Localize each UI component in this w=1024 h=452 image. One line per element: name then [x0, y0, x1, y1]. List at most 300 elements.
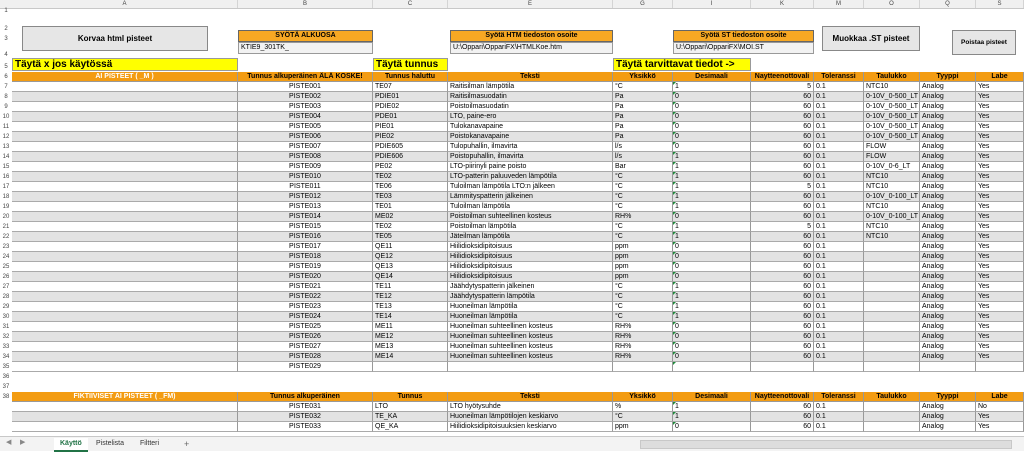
cell-decimals[interactable] — [673, 402, 751, 412]
cell-table[interactable]: 0-10V_0-500_LT — [866, 93, 919, 100]
cell-tolerance[interactable]: 0.1 — [814, 202, 864, 212]
cell-unit[interactable]: ppm — [613, 262, 673, 272]
cell-tolerance[interactable]: 0.1 — [814, 292, 864, 302]
cell-tolerance[interactable]: 0.1 — [814, 132, 864, 142]
column-header-b[interactable]: B — [238, 0, 373, 8]
cell-original-id[interactable]: PISTE005 — [238, 122, 373, 132]
cell-text[interactable]: Hiilidioksidipitoisuus — [448, 242, 613, 252]
cell-unit[interactable]: RH% — [613, 322, 673, 332]
row-number[interactable]: 29 — [2, 304, 10, 310]
cell-text[interactable]: Huoneilman suhteellinen kosteus — [448, 352, 613, 362]
cell-decimals[interactable] — [673, 82, 751, 92]
cell-tolerance[interactable]: 0.1 — [814, 142, 864, 152]
cell-type[interactable]: Analog — [920, 412, 976, 422]
cell-original-id[interactable]: PISTE012 — [238, 192, 373, 202]
cell-sample-interval[interactable]: 60 — [751, 242, 814, 252]
cell-decimals[interactable] — [673, 222, 751, 232]
cell-desired-id[interactable]: PDIE01 — [373, 92, 448, 102]
cell-table[interactable] — [864, 362, 920, 372]
row-number[interactable]: 16 — [2, 174, 10, 180]
cell-desired-id[interactable]: TE13 — [373, 302, 448, 312]
cell-unit[interactable]: Pa — [613, 132, 673, 142]
cell-table[interactable] — [864, 282, 920, 292]
cell-desired-id[interactable]: PIE01 — [373, 122, 448, 132]
cell-table[interactable]: NTC10 — [864, 222, 920, 232]
cell-select[interactable] — [12, 172, 238, 182]
cell-original-id[interactable]: PISTE010 — [238, 172, 373, 182]
cell-select[interactable] — [12, 82, 238, 92]
cell-type[interactable]: Analog — [920, 202, 976, 212]
cell-desired-id[interactable]: PDIE02 — [373, 102, 448, 112]
cell-sample-interval[interactable]: 60 — [751, 142, 814, 152]
cell-tolerance[interactable]: 0.1 — [814, 252, 864, 262]
cell-table[interactable] — [864, 412, 920, 422]
cell-decimals[interactable] — [673, 192, 751, 202]
cell-unit[interactable]: ppm — [613, 272, 673, 282]
cell-table[interactable]: 0-10V_0-100_LT — [866, 213, 919, 220]
row-number[interactable]: 3 — [4, 36, 8, 42]
cell-type[interactable]: Analog — [920, 172, 976, 182]
cell-type[interactable]: Analog — [920, 92, 976, 102]
cell-original-id[interactable]: PISTE019 — [238, 262, 373, 272]
cell-sample-interval[interactable]: 60 — [751, 422, 814, 432]
cell-desired-id[interactable]: PDIE606 — [373, 152, 448, 162]
cell-tolerance[interactable]: 0.1 — [814, 402, 864, 412]
cell-unit[interactable]: Pa — [613, 122, 673, 132]
cell-type[interactable]: Analog — [920, 232, 976, 242]
cell-unit[interactable]: °C — [613, 302, 673, 312]
header-cell-table[interactable]: Taulukko — [864, 72, 920, 82]
cell-table[interactable]: NTC10 — [864, 172, 920, 182]
cell-unit[interactable]: RH% — [613, 212, 673, 222]
cell-unit[interactable]: % — [613, 402, 673, 412]
cell-decimals[interactable] — [673, 362, 751, 372]
cell-select[interactable] — [12, 312, 238, 322]
cell-select[interactable] — [12, 132, 238, 142]
cell-original-id[interactable]: PISTE027 — [238, 342, 373, 352]
cell-unit[interactable]: °C — [613, 192, 673, 202]
cell-select[interactable] — [12, 242, 238, 252]
cell-original-id[interactable]: PISTE032 — [238, 412, 373, 422]
cell-decimals[interactable] — [673, 232, 751, 242]
column-header-q[interactable]: Q — [920, 0, 976, 8]
cell-tolerance[interactable]: 0.1 — [814, 152, 864, 162]
cell-decimals[interactable] — [673, 412, 751, 422]
cell-text[interactable]: Tulokanavapaine — [448, 122, 613, 132]
cell-sample-interval[interactable]: 60 — [751, 312, 814, 322]
cell-tolerance[interactable]: 0.1 — [814, 322, 864, 332]
cell-sample-interval[interactable]: 60 — [751, 252, 814, 262]
row-number[interactable]: 11 — [2, 124, 10, 130]
row-number[interactable]: 27 — [2, 284, 10, 290]
row-number[interactable]: 13 — [2, 144, 10, 150]
cell-original-id[interactable]: PISTE016 — [238, 232, 373, 242]
cell-type[interactable]: Analog — [920, 152, 976, 162]
cell-tolerance[interactable] — [814, 362, 864, 372]
cell-decimals[interactable] — [673, 102, 751, 112]
cell-unit[interactable]: °C — [613, 282, 673, 292]
cell-tolerance[interactable]: 0.1 — [814, 182, 864, 192]
cell-tolerance[interactable]: 0.1 — [814, 122, 864, 132]
cell-label[interactable]: Yes — [976, 112, 1024, 122]
cell-decimals[interactable] — [673, 302, 751, 312]
cell-table[interactable] — [864, 292, 920, 302]
cell-original-id[interactable]: PISTE009 — [238, 162, 373, 172]
cell-type[interactable]: Analog — [920, 272, 976, 282]
cell-text[interactable]: Huoneilman suhteellinen kosteus — [448, 342, 613, 352]
cell-original-id[interactable]: PISTE024 — [238, 312, 373, 322]
cell-sample-interval[interactable]: 60 — [751, 192, 814, 202]
header-cell-desired-id[interactable]: Tunnus — [373, 392, 448, 402]
cell-sample-interval[interactable]: 60 — [751, 152, 814, 162]
cell-sample-interval[interactable]: 60 — [751, 122, 814, 132]
cell-text[interactable]: Huoneilman lämpötilojen keskiarvo — [448, 412, 613, 422]
cell-tolerance[interactable]: 0.1 — [814, 272, 864, 282]
header-cell-sample-interval[interactable]: Naytteenottovali — [751, 392, 814, 402]
cell-text[interactable]: Jäteilman lämpötila — [448, 232, 613, 242]
cell-unit[interactable]: °C — [613, 202, 673, 212]
column-header-e[interactable]: E — [448, 0, 613, 8]
cell-original-id[interactable]: PISTE011 — [238, 182, 373, 192]
cell-table[interactable]: 0-10V_0-100_LT — [866, 193, 919, 200]
cell-unit[interactable]: °C — [613, 412, 673, 422]
cell-text[interactable]: Hiilidioksidipitoisuus — [448, 272, 613, 282]
cell-table[interactable] — [864, 332, 920, 342]
column-header-a[interactable]: A — [12, 0, 238, 8]
cell-type[interactable]: Analog — [920, 402, 976, 412]
cell-desired-id[interactable]: TE06 — [373, 182, 448, 192]
cell-select[interactable] — [12, 202, 238, 212]
cell-label[interactable]: Yes — [976, 162, 1024, 172]
cell-text[interactable]: Hiilidioksidipitoisuuksien keskiarvo — [448, 422, 613, 432]
row-number[interactable]: 7 — [4, 84, 8, 90]
row-number[interactable]: 31 — [2, 324, 10, 330]
cell-tolerance[interactable]: 0.1 — [814, 332, 864, 342]
cell-text[interactable]: Poistoilman suhteellinen kosteus — [448, 212, 613, 222]
cell-select[interactable] — [12, 362, 238, 372]
cell-label[interactable]: Yes — [976, 422, 1024, 432]
cell-select[interactable] — [12, 222, 238, 232]
cell-decimals[interactable] — [673, 312, 751, 322]
cell-table[interactable] — [864, 312, 920, 322]
delete-points-button[interactable]: Poistaa pisteet — [952, 30, 1016, 55]
cell-table[interactable] — [864, 272, 920, 282]
cell-unit[interactable]: °C — [613, 232, 673, 242]
cell-text[interactable]: Huoneilman lämpötila — [448, 312, 613, 322]
header-cell-type[interactable]: Tyyppi — [920, 392, 976, 402]
header-cell-tolerance[interactable]: Toleranssi — [814, 72, 864, 82]
cell-original-id[interactable]: PISTE029 — [238, 362, 373, 372]
cell-original-id[interactable]: PISTE014 — [238, 212, 373, 222]
cell-type[interactable]: Analog — [920, 422, 976, 432]
row-number[interactable]: 35 — [2, 364, 10, 370]
column-header-g[interactable]: G — [613, 0, 673, 8]
row-number[interactable]: 37 — [2, 384, 10, 390]
cell-label[interactable]: Yes — [976, 92, 1024, 102]
cell-type[interactable]: Analog — [920, 142, 976, 152]
cell-select[interactable] — [12, 352, 238, 362]
cell-table[interactable]: NTC10 — [864, 182, 920, 192]
cell-type[interactable]: Analog — [920, 302, 976, 312]
cell-sample-interval[interactable]: 5 — [751, 82, 814, 92]
column-header-s[interactable]: S — [976, 0, 1024, 8]
cell-unit[interactable]: l/s — [613, 142, 673, 152]
cell-select[interactable] — [12, 122, 238, 132]
cell-select[interactable] — [12, 112, 238, 122]
cell-text[interactable]: Huoneilman suhteellinen kosteus — [448, 332, 613, 342]
cell-type[interactable]: Analog — [920, 112, 976, 122]
cell-sample-interval[interactable]: 60 — [751, 342, 814, 352]
cell-sample-interval[interactable]: 60 — [751, 322, 814, 332]
cell-type[interactable]: Analog — [920, 352, 976, 362]
edit-st-button[interactable]: Muokkaa .ST pisteet — [822, 26, 920, 51]
cell-select[interactable] — [12, 302, 238, 312]
cell-label[interactable]: Yes — [976, 312, 1024, 322]
cell-label[interactable]: Yes — [976, 132, 1024, 142]
row-number[interactable]: 19 — [2, 204, 10, 210]
cell-label[interactable]: Yes — [976, 212, 1024, 222]
cell-label[interactable]: Yes — [976, 172, 1024, 182]
cell-desired-id[interactable]: QE12 — [373, 252, 448, 262]
cell-decimals[interactable] — [673, 152, 751, 162]
cell-label[interactable]: No — [976, 402, 1024, 412]
row-number[interactable]: 2 — [4, 26, 8, 32]
cell-decimals[interactable] — [673, 242, 751, 252]
cell-sample-interval[interactable]: 5 — [751, 182, 814, 192]
cell-unit[interactable]: Bar — [613, 162, 673, 172]
row-number[interactable]: 26 — [2, 274, 10, 280]
cell-desired-id[interactable]: TE02 — [373, 172, 448, 182]
cell-desired-id[interactable]: TE11 — [373, 282, 448, 292]
cell-desired-id[interactable]: TE_KA — [373, 412, 448, 422]
cell-label[interactable]: Yes — [976, 232, 1024, 242]
cell-sample-interval[interactable]: 60 — [751, 292, 814, 302]
cell-label[interactable]: Yes — [976, 322, 1024, 332]
cell-type[interactable]: Analog — [920, 282, 976, 292]
cell-text[interactable]: Poistokanavapaine — [448, 132, 613, 142]
cell-select[interactable] — [12, 402, 238, 412]
cell-select[interactable] — [12, 212, 238, 222]
cell-desired-id[interactable] — [373, 362, 448, 372]
cell-table[interactable] — [864, 252, 920, 262]
cell-decimals[interactable] — [673, 202, 751, 212]
cell-sample-interval[interactable]: 60 — [751, 202, 814, 212]
cell-sample-interval[interactable]: 60 — [751, 132, 814, 142]
tab-filtteri[interactable]: Filtteri — [140, 440, 160, 447]
cell-original-id[interactable]: PISTE033 — [238, 422, 373, 432]
row-number[interactable]: 4 — [4, 52, 8, 58]
cell-select[interactable] — [12, 342, 238, 352]
cell-original-id[interactable]: PISTE007 — [238, 142, 373, 152]
cell-sample-interval[interactable]: 60 — [751, 162, 814, 172]
cell-decimals[interactable] — [673, 262, 751, 272]
cell-decimals[interactable] — [673, 212, 751, 222]
cell-sample-interval[interactable]: 60 — [751, 282, 814, 292]
cell-desired-id[interactable]: ME13 — [373, 342, 448, 352]
header-cell-sample-interval[interactable]: Naytteenottovali — [751, 72, 814, 82]
cell-tolerance[interactable]: 0.1 — [814, 262, 864, 272]
cell-desired-id[interactable]: PIE02 — [373, 132, 448, 142]
row-number[interactable]: 25 — [2, 264, 10, 270]
header-cell-label[interactable]: Labe — [976, 72, 1024, 82]
cell-type[interactable]: Analog — [920, 292, 976, 302]
cell-type[interactable]: Analog — [920, 332, 976, 342]
cell-decimals[interactable] — [673, 182, 751, 192]
cell-desired-id[interactable]: ME11 — [373, 322, 448, 332]
row-number[interactable]: 23 — [2, 244, 10, 250]
cell-decimals[interactable] — [673, 112, 751, 122]
cell-original-id[interactable]: PISTE008 — [238, 152, 373, 162]
row-number[interactable]: 9 — [4, 104, 8, 110]
row-number[interactable]: 6 — [4, 74, 8, 80]
row-number[interactable]: 34 — [2, 354, 10, 360]
cell-decimals[interactable] — [673, 342, 751, 352]
cell-select[interactable] — [12, 322, 238, 332]
cell-tolerance[interactable]: 0.1 — [814, 92, 864, 102]
cell-select[interactable] — [12, 192, 238, 202]
cell-label[interactable]: Yes — [976, 192, 1024, 202]
cell-desired-id[interactable]: QE13 — [373, 262, 448, 272]
cell-decimals[interactable] — [673, 322, 751, 332]
cell-unit[interactable]: Pa — [613, 92, 673, 102]
header-cell-text[interactable]: Teksti — [448, 72, 613, 82]
cell-text[interactable]: LTO hyötysuhde — [448, 402, 613, 412]
cell-table[interactable] — [864, 352, 920, 362]
cell-tolerance[interactable]: 0.1 — [814, 102, 864, 112]
tab-scroll-left-icon[interactable]: ◀ — [6, 439, 12, 446]
cell-select[interactable] — [12, 332, 238, 342]
cell-sample-interval[interactable]: 60 — [751, 232, 814, 242]
cell-table[interactable]: NTC10 — [864, 82, 920, 92]
cell-sample-interval[interactable]: 60 — [751, 212, 814, 222]
cell-original-id[interactable]: PISTE003 — [238, 102, 373, 112]
prefix-input[interactable]: KTIE9_301TK_ — [238, 42, 373, 54]
cell-label[interactable]: Yes — [976, 152, 1024, 162]
cell-tolerance[interactable]: 0.1 — [814, 352, 864, 362]
cell-select[interactable] — [12, 92, 238, 102]
cell-tolerance[interactable]: 0.1 — [814, 302, 864, 312]
cell-table[interactable]: 0-10V_0-6_LT — [864, 162, 920, 172]
cell-sample-interval[interactable] — [751, 362, 814, 372]
st-path-input[interactable]: U:\Oppari\OppariFX\MOI.ST — [673, 42, 814, 54]
header-cell-decimals[interactable]: Desimaali — [673, 392, 751, 402]
cell-decimals[interactable] — [673, 142, 751, 152]
cell-sample-interval[interactable]: 60 — [751, 262, 814, 272]
cell-original-id[interactable]: PISTE023 — [238, 302, 373, 312]
cell-unit[interactable]: °C — [613, 82, 673, 92]
cell-tolerance[interactable]: 0.1 — [814, 212, 864, 222]
cell-label[interactable]: Yes — [976, 292, 1024, 302]
cell-unit[interactable]: RH% — [613, 342, 673, 352]
cell-type[interactable]: Analog — [920, 182, 976, 192]
header-cell-original-id[interactable]: Tunnus alkuperäinen ÄLÄ KOSKE! — [238, 72, 373, 82]
cell-label[interactable]: Yes — [976, 412, 1024, 422]
cell-decimals[interactable] — [673, 272, 751, 282]
cell-select[interactable] — [12, 232, 238, 242]
cell-text[interactable]: Poistoilmasuodatin — [448, 102, 613, 112]
cell-original-id[interactable]: PISTE028 — [238, 352, 373, 362]
cell-text[interactable]: Poistoilman lämpötila — [448, 222, 613, 232]
row-number[interactable]: 33 — [2, 344, 10, 350]
cell-type[interactable]: Analog — [920, 132, 976, 142]
cell-desired-id[interactable]: PE02 — [373, 162, 448, 172]
cell-original-id[interactable]: PISTE017 — [238, 242, 373, 252]
cell-desired-id[interactable]: ME12 — [373, 332, 448, 342]
cell-decimals[interactable] — [673, 282, 751, 292]
cell-tolerance[interactable]: 0.1 — [814, 342, 864, 352]
cell-text[interactable]: Tuloilman lämpötila LTO:n jälkeen — [448, 182, 613, 192]
cell-desired-id[interactable]: QE_KA — [373, 422, 448, 432]
cell-type[interactable]: Analog — [920, 162, 976, 172]
header-cell-original-id[interactable]: Tunnus alkuperäinen — [238, 392, 373, 402]
cell-tolerance[interactable]: 0.1 — [814, 242, 864, 252]
cell-unit[interactable]: Pa — [613, 112, 673, 122]
cell-text[interactable]: Huoneilman lämpötila — [448, 302, 613, 312]
cell-original-id[interactable]: PISTE020 — [238, 272, 373, 282]
row-number[interactable]: 30 — [2, 314, 10, 320]
cell-label[interactable]: Yes — [976, 182, 1024, 192]
cell-decimals[interactable] — [673, 352, 751, 362]
header-cell-decimals[interactable]: Desimaali — [673, 72, 751, 82]
cell-decimals[interactable] — [673, 92, 751, 102]
column-header-k[interactable]: K — [751, 0, 814, 8]
cell-tolerance[interactable]: 0.1 — [814, 282, 864, 292]
cell-label[interactable]: Yes — [976, 342, 1024, 352]
cell-tolerance[interactable]: 0.1 — [814, 222, 864, 232]
cell-sample-interval[interactable]: 60 — [751, 112, 814, 122]
row-number[interactable]: 24 — [2, 254, 10, 260]
cell-type[interactable]: Analog — [920, 122, 976, 132]
header-cell-tolerance[interactable]: Toleranssi — [814, 392, 864, 402]
cell-type[interactable]: Analog — [920, 322, 976, 332]
header-cell-unit[interactable]: Yksikkö — [613, 72, 673, 82]
cell-unit[interactable]: Pa — [613, 102, 673, 112]
cell-sample-interval[interactable]: 60 — [751, 92, 814, 102]
cell-label[interactable]: Yes — [976, 102, 1024, 112]
cell-desired-id[interactable]: TE14 — [373, 312, 448, 322]
cell-label[interactable]: Yes — [976, 122, 1024, 132]
row-number[interactable]: 5 — [4, 64, 8, 70]
htm-path-input[interactable]: U:\Oppari\OppariFX\HTMLKoe.htm — [450, 42, 613, 54]
cell-original-id[interactable]: PISTE022 — [238, 292, 373, 302]
row-number[interactable]: 1 — [4, 8, 8, 14]
header-cell-select[interactable]: FIKTIIVISET AI PISTEET ( _FM) — [12, 392, 238, 402]
cell-table[interactable]: 0-10V_0-500_LT — [866, 103, 919, 110]
cell-tolerance[interactable]: 0.1 — [814, 312, 864, 322]
cell-table[interactable] — [864, 322, 920, 332]
cell-decimals[interactable] — [673, 292, 751, 302]
cell-unit[interactable]: ppm — [613, 422, 673, 432]
cell-sample-interval[interactable]: 60 — [751, 102, 814, 112]
cell-unit[interactable] — [613, 362, 673, 372]
cell-decimals[interactable] — [673, 172, 751, 182]
cell-table[interactable] — [864, 262, 920, 272]
cell-unit[interactable]: RH% — [613, 352, 673, 362]
cell-select[interactable] — [12, 252, 238, 262]
header-cell-unit[interactable]: Yksikkö — [613, 392, 673, 402]
header-cell-text[interactable]: Teksti — [448, 392, 613, 402]
cell-unit[interactable]: ppm — [613, 242, 673, 252]
cell-table[interactable]: 0-10V_0-500_LT — [866, 123, 919, 130]
cell-label[interactable]: Yes — [976, 82, 1024, 92]
cell-type[interactable]: Analog — [920, 192, 976, 202]
row-number[interactable]: 12 — [2, 134, 10, 140]
cell-desired-id[interactable]: TE03 — [373, 192, 448, 202]
cell-label[interactable] — [976, 362, 1024, 372]
cell-decimals[interactable] — [673, 132, 751, 142]
cell-unit[interactable]: ppm — [613, 252, 673, 262]
cell-sample-interval[interactable]: 60 — [751, 402, 814, 412]
